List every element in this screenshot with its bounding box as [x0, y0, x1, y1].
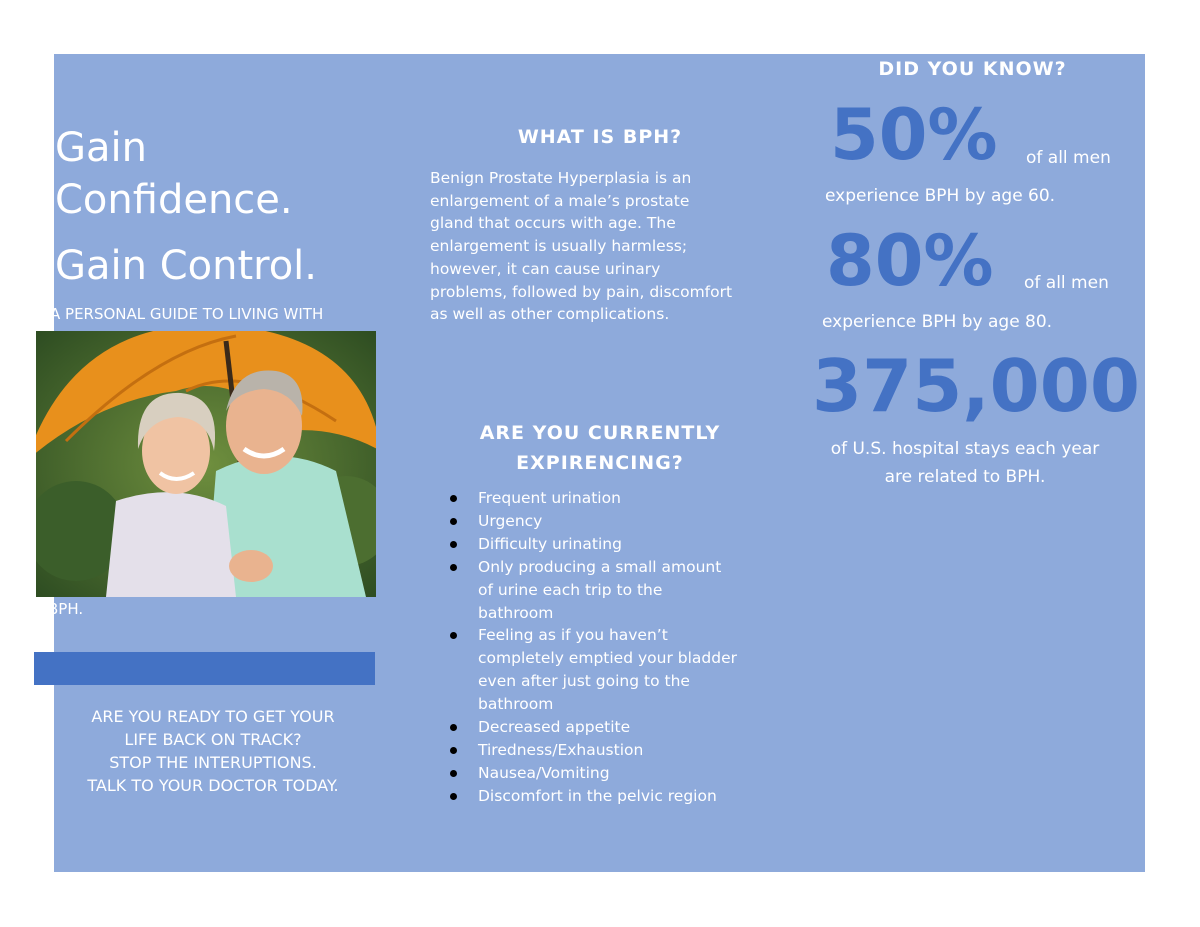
what-is-bph-heading: WHAT IS BPH?: [517, 126, 683, 148]
headline-gain-control: Gain Control.: [55, 243, 317, 289]
cta-line: STOP THE INTERUPTIONS.: [109, 753, 317, 772]
stat-375000-line: are related to BPH.: [884, 467, 1046, 487]
list-item: [448, 785, 808, 808]
subtitle: A PERSONAL GUIDE TO LIVING WITH: [50, 305, 324, 323]
bullet-icon: [450, 793, 457, 800]
list-item: [448, 624, 808, 716]
stat-375000: 375,000: [812, 344, 1140, 428]
bullet-icon: [450, 495, 457, 502]
symptom-text: Only producing a small amount: [478, 557, 722, 576]
bph-text-line: however, it can cause urinary: [430, 259, 661, 278]
list-item: [448, 762, 808, 785]
bph-text-line: enlargement is usually harmless;: [430, 237, 688, 256]
symptom-text: even after just going to the: [478, 672, 690, 691]
symptom-text: Difficulty urinating: [478, 534, 622, 553]
stat-50-percent: 50%: [830, 94, 998, 176]
headline-confidence: Confidence.: [55, 177, 293, 223]
bph-text-line: enlargement of a male’s prostate: [430, 191, 690, 210]
symptom-text: bathroom: [478, 603, 554, 622]
bullet-icon: [450, 564, 457, 571]
symptom-text: Nausea/Vomiting: [478, 763, 610, 782]
bullet-icon: [450, 541, 457, 548]
did-you-know-heading: DID YOU KNOW?: [878, 58, 1067, 80]
list-item: [448, 556, 808, 625]
stat-50-tail: of all men: [1026, 148, 1111, 168]
symptoms-heading-line: ARE YOU CURRENTLY: [479, 422, 721, 444]
bullet-icon: [450, 518, 457, 525]
stat-80-line: experience BPH by age 80.: [822, 312, 1053, 332]
call-to-action: [40, 705, 386, 797]
bullet-icon: [450, 770, 457, 777]
symptoms-heading: [430, 418, 770, 478]
bph-text-line: problems, followed by pain, discomfort: [430, 282, 733, 301]
bullet-icon: [450, 724, 457, 731]
list-item: [448, 510, 808, 533]
symptom-text: bathroom: [478, 695, 554, 714]
bullet-icon: [450, 747, 457, 754]
stat-80-percent: 80%: [826, 220, 994, 302]
symptom-text: completely emptied your bladder: [478, 649, 737, 668]
stat-375000-line: of U.S. hospital stays each year: [830, 439, 1100, 459]
stat-80-tail: of all men: [1024, 273, 1109, 293]
symptom-text: Tiredness/Exhaustion: [478, 740, 644, 759]
accent-bar: [34, 652, 375, 685]
symptom-text: Urgency: [478, 511, 543, 530]
list-item: [448, 739, 808, 762]
bph-text-line: gland that occurs with age. The: [430, 214, 676, 233]
list-item: [448, 533, 808, 556]
what-is-bph-text: [430, 167, 795, 326]
symptom-text: Feeling as if you haven’t: [478, 626, 668, 645]
symptoms-heading-line: EXPIRENCING?: [516, 452, 684, 474]
headline-gain: Gain: [55, 125, 147, 171]
symptom-text: of urine each trip to the: [478, 580, 663, 599]
list-item: [448, 716, 808, 739]
symptom-text: Frequent urination: [478, 489, 621, 507]
cta-line: ARE YOU READY TO GET YOUR: [91, 707, 335, 726]
couple-photo: [36, 331, 376, 597]
symptom-text: Discomfort in the pelvic region: [478, 786, 717, 805]
cta-line: TALK TO YOUR DOCTOR TODAY.: [87, 776, 339, 795]
stat-375000-text: [790, 435, 1140, 491]
bph-text-line: as well as other complications.: [430, 305, 670, 324]
cta-line: LIFE BACK ON TRACK?: [124, 730, 302, 749]
bph-text-line: Benign Prostate Hyperplasia is an: [430, 169, 692, 187]
senior-couple-icon: [36, 331, 376, 597]
bullet-icon: [450, 632, 457, 639]
subtitle-tail: BPH.: [48, 600, 84, 618]
symptoms-list: [448, 487, 808, 808]
symptom-text: Decreased appetite: [478, 718, 631, 737]
list-item: [448, 487, 808, 510]
stat-50-line: experience BPH by age 60.: [825, 186, 1056, 206]
